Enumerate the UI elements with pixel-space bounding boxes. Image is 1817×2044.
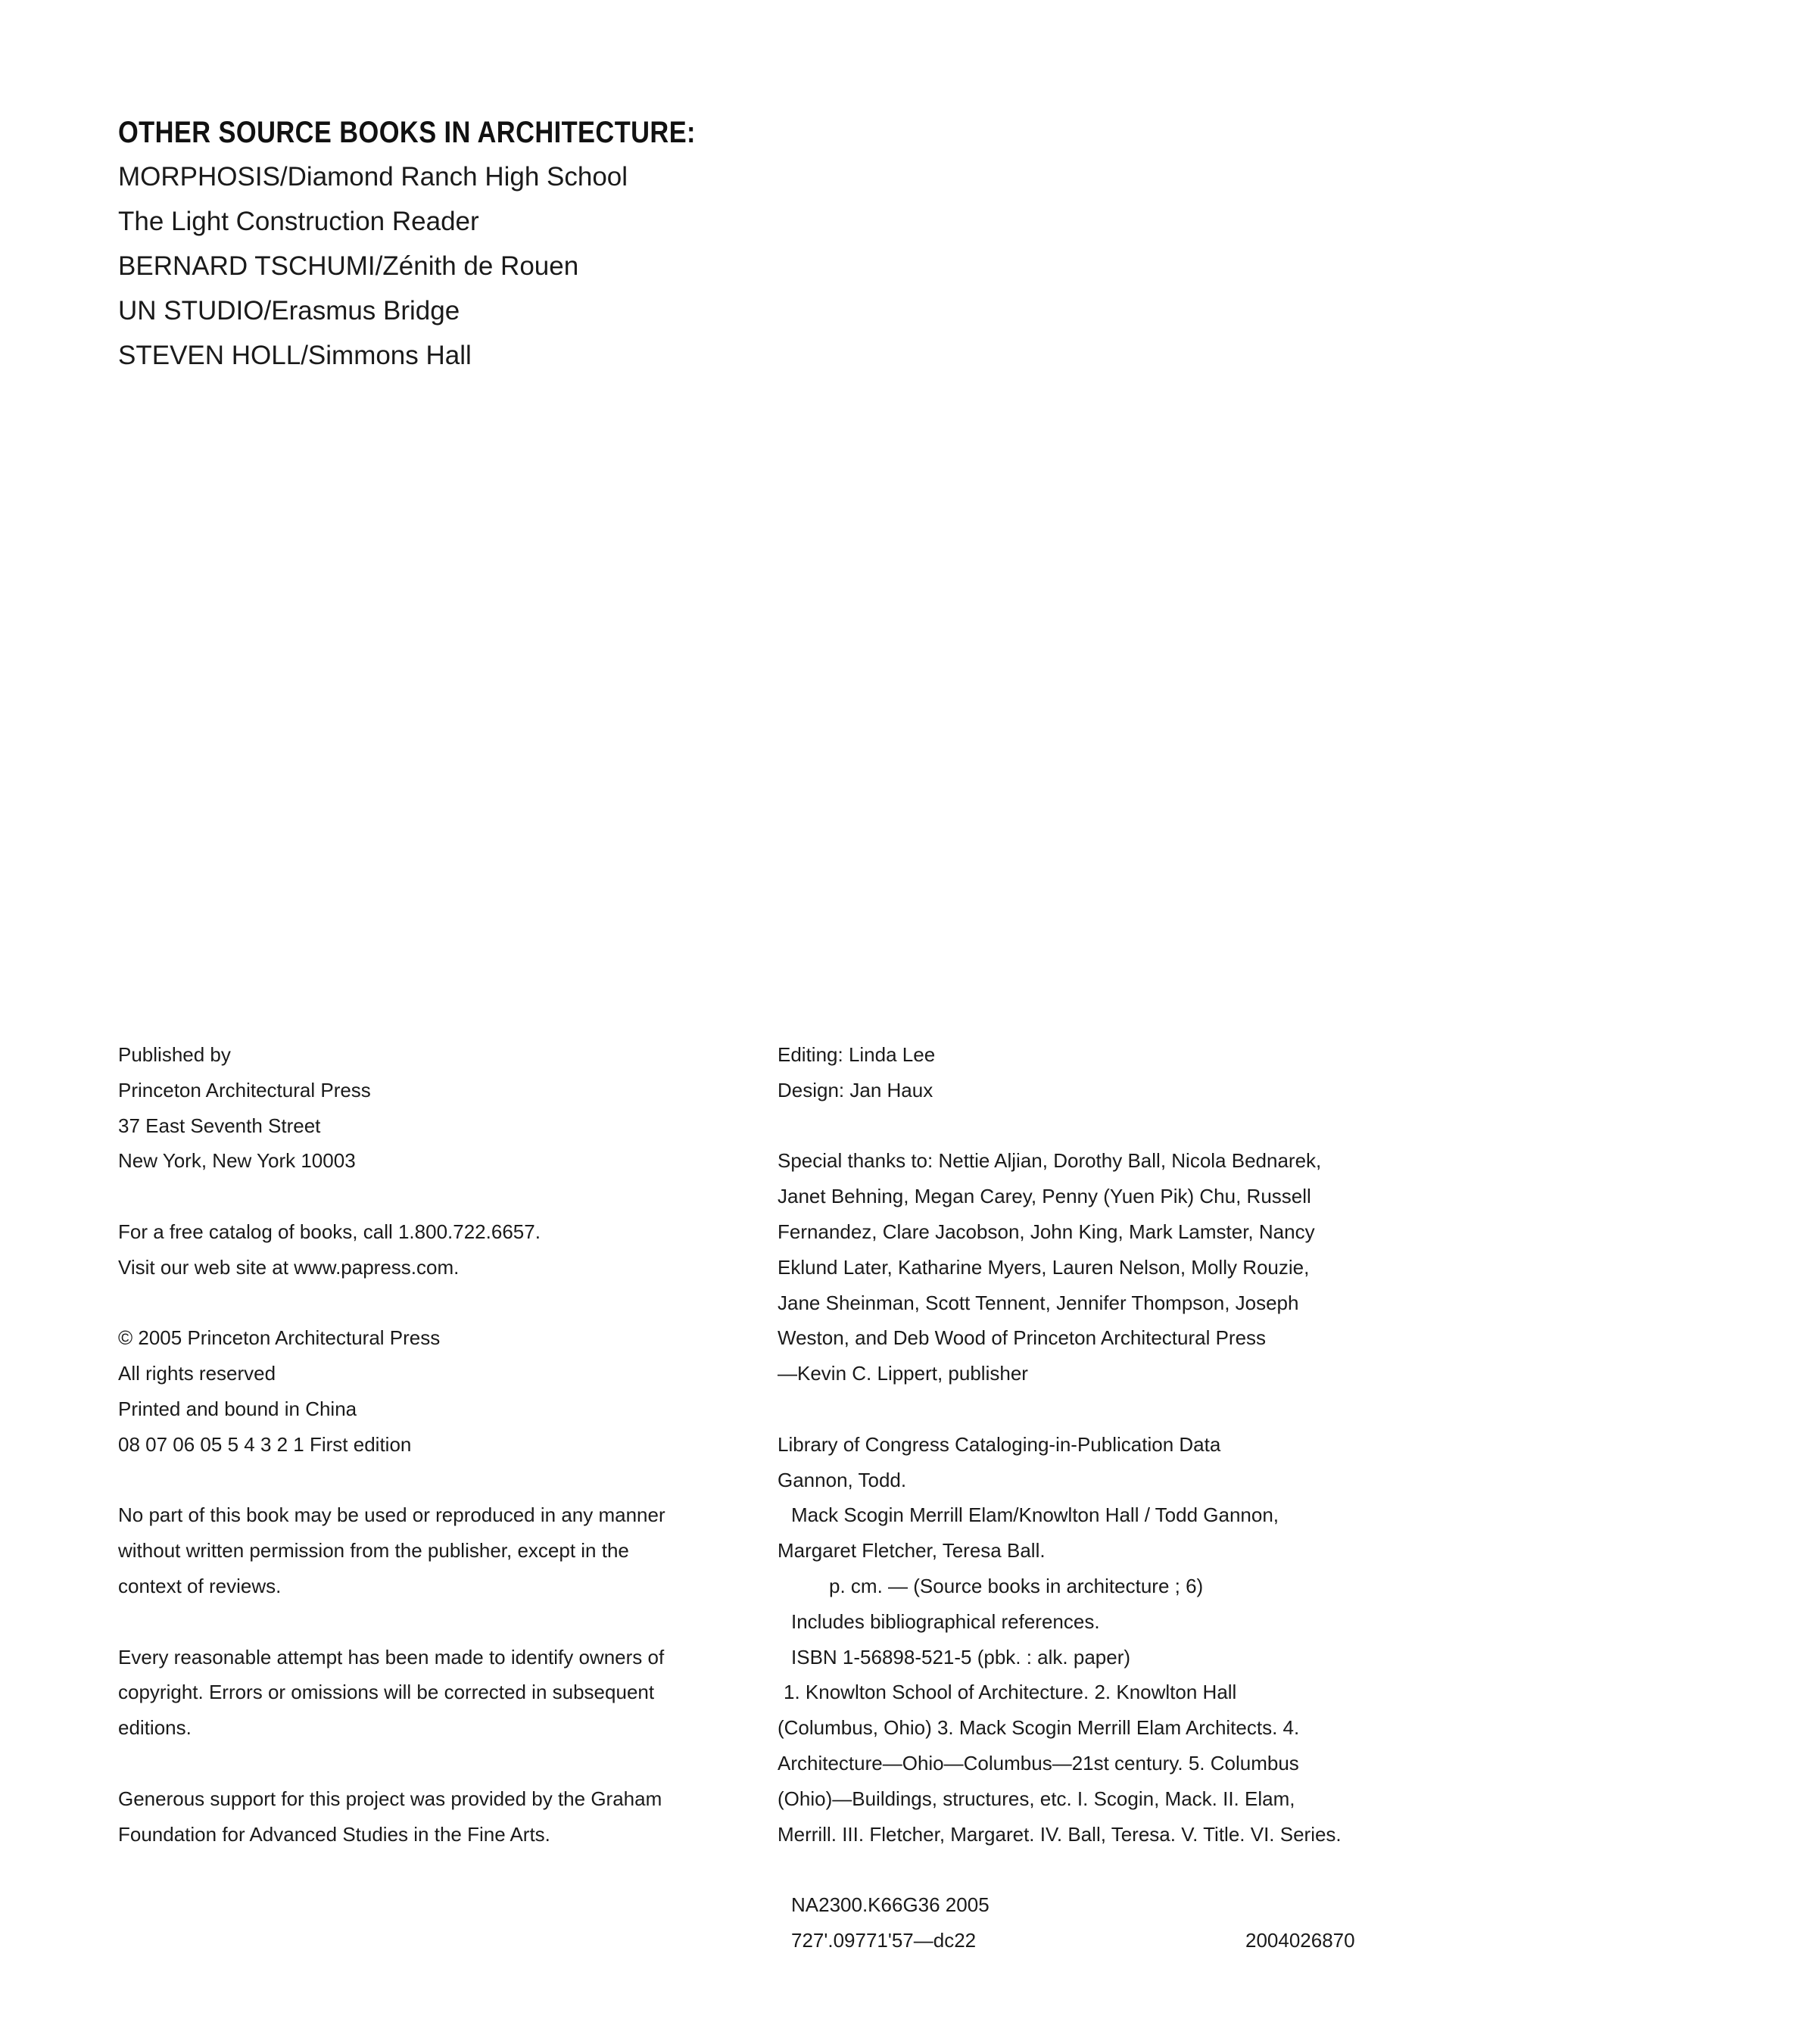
lccn-number: 2004026870 xyxy=(1245,1928,1355,1952)
thanks-line: Eklund Later, Katharine Myers, Lauren Nelson, Molly Rouzie, xyxy=(778,1255,1310,1279)
cip-author: Gannon, Todd. xyxy=(778,1468,907,1491)
cip-subject-line: (Columbus, Ohio) 3. Mack Scogin Merrill Elam Architects. 4. xyxy=(778,1716,1300,1740)
thanks-line: Special thanks to: Nettie Aljian, Dorothy Ball, Nicola Bednarek, xyxy=(778,1149,1322,1173)
thanks-line: —Kevin C. Lippert, publisher xyxy=(778,1362,1028,1385)
notice-line: No part of this book may be used or reproduced in any manner xyxy=(118,1503,665,1527)
support-line: Foundation for Advanced Studies in the Fine Arts. xyxy=(118,1822,550,1846)
thanks-line: Fernandez, Clare Jacobson, John King, Mark Lamster, Nancy xyxy=(778,1220,1315,1243)
series-title-item: BERNARD TSCHUMI/Zénith de Rouen xyxy=(118,251,579,281)
copyright-line: © 2005 Princeton Architectural Press xyxy=(118,1326,441,1350)
attempt-line: editions. xyxy=(118,1716,192,1740)
publisher-line: 37 East Seventh Street xyxy=(118,1114,321,1137)
series-title-item: MORPHOSIS/Diamond Ranch High School xyxy=(118,162,628,192)
copyright-line: 08 07 06 05 5 4 3 2 1 First edition xyxy=(118,1432,412,1456)
copyright-line: Printed and bound in China xyxy=(118,1397,357,1420)
editorial-credits xyxy=(778,1037,1444,1108)
copyright-attempt-notice xyxy=(118,1640,739,1746)
publisher-line: New York, New York 10003 xyxy=(118,1149,356,1173)
cip-title: Mack Scogin Merrill Elam/Knowlton Hall / Todd Gannon, xyxy=(791,1503,1279,1527)
special-thanks xyxy=(778,1143,1444,1391)
thanks-line: Janet Behning, Megan Carey, Penny (Yuen Pik) Chu, Russell xyxy=(778,1185,1311,1208)
support-line: Generous support for this project was provided by the Graham xyxy=(118,1787,662,1810)
series-list-section xyxy=(118,114,790,378)
cip-subject-line: 1. Knowlton School of Architecture. 2. Knowlton Hall xyxy=(784,1681,1237,1704)
series-heading: OTHER SOURCE BOOKS IN ARCHITECTURE: xyxy=(118,116,696,149)
credits-column xyxy=(778,1037,1444,1958)
catalog-line: For a free catalog of books, call 1.800.722.6657. xyxy=(118,1220,541,1243)
notice-line: without written permission from the publisher, except in the xyxy=(118,1539,629,1563)
reproduction-notice xyxy=(118,1497,739,1603)
publisher-line: Published by xyxy=(118,1043,231,1066)
cip-isbn: ISBN 1-56898-521-5 (pbk. : alk. paper) xyxy=(791,1645,1131,1669)
publisher-column xyxy=(118,1037,739,1852)
cip-bibliography: Includes bibliographical references. xyxy=(791,1609,1100,1633)
publisher-address xyxy=(118,1037,739,1179)
lc-classification: NA2300.K66G36 2005 xyxy=(791,1893,990,1917)
attempt-line: Every reasonable attempt has been made to identify owners of xyxy=(118,1645,665,1669)
cip-subject-line: Merrill. III. Fletcher, Margaret. IV. Ball, Teresa. V. Title. VI. Series. xyxy=(778,1822,1342,1846)
series-title-item: UN STUDIO/Erasmus Bridge xyxy=(118,296,460,326)
series-titles xyxy=(118,154,790,378)
dewey-number: 727'.09771'57—dc22 xyxy=(791,1928,977,1952)
cip-data xyxy=(778,1427,1444,1852)
publisher-line: Princeton Architectural Press xyxy=(118,1078,371,1101)
cip-title-cont: Margaret Fletcher, Teresa Ball. xyxy=(778,1539,1046,1563)
thanks-line: Weston, and Deb Wood of Princeton Architectural Press xyxy=(778,1326,1267,1350)
thanks-line: Jane Sheinman, Scott Tennent, Jennifer Thompson, Joseph xyxy=(778,1291,1299,1314)
classification-block xyxy=(778,1887,1444,1958)
cip-subject-line: Architecture—Ohio—Columbus—21st century. 5. Columbus xyxy=(778,1751,1299,1774)
design-credit: Design: Jan Haux xyxy=(778,1078,933,1101)
classification-row xyxy=(778,1923,1444,1958)
support-acknowledgement xyxy=(118,1781,739,1852)
catalog-line: Visit our web site at www.papress.com. xyxy=(118,1255,460,1279)
series-title-item: STEVEN HOLL/Simmons Hall xyxy=(118,341,472,370)
catalog-info xyxy=(118,1214,739,1285)
copyright-block xyxy=(118,1320,739,1462)
attempt-line: copyright. Errors or omissions will be corrected in subsequent xyxy=(118,1681,655,1704)
editing-credit: Editing: Linda Lee xyxy=(778,1043,936,1066)
cip-heading: Library of Congress Cataloging-in-Publication Data xyxy=(778,1432,1221,1456)
series-title-item: The Light Construction Reader xyxy=(118,207,479,236)
copyright-line: All rights reserved xyxy=(118,1362,276,1385)
notice-line: context of reviews. xyxy=(118,1574,282,1597)
cip-physical: p. cm. — (Source books in architecture ; 6) xyxy=(829,1574,1204,1597)
cip-subject-line: (Ohio)—Buildings, structures, etc. I. Scogin, Mack. II. Elam, xyxy=(778,1787,1295,1810)
